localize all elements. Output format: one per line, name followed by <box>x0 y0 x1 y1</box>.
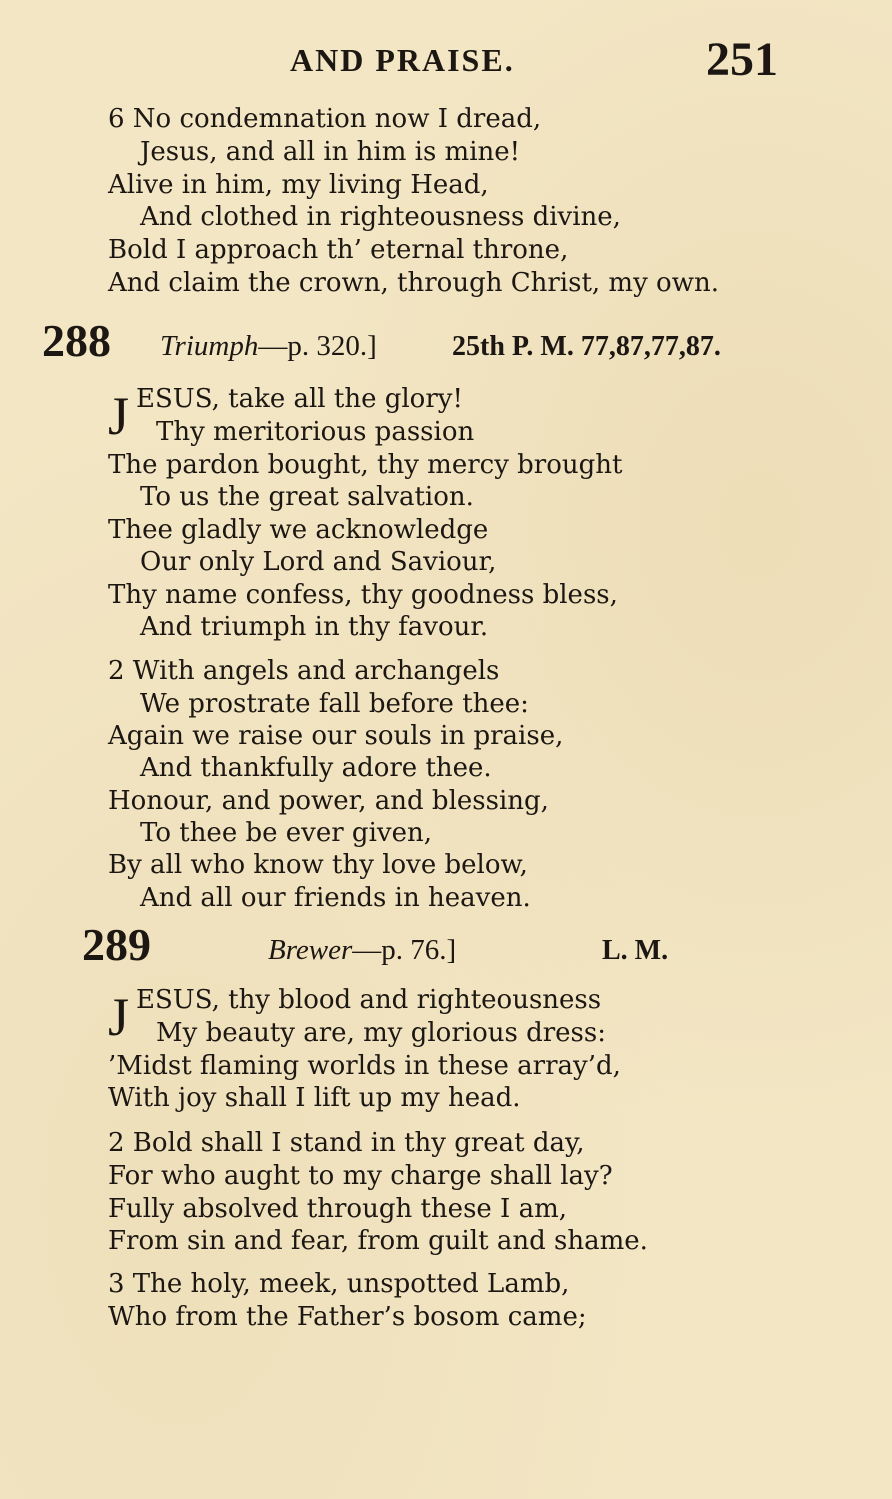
verse-line: And clothed in righteousness divine, <box>140 202 621 232</box>
verse-line: To us the great salvation. <box>140 482 474 512</box>
verse-line: ’Midst flaming worlds in these array’d, <box>108 1051 621 1081</box>
hymn-tune <box>268 934 456 967</box>
tune-name: Triumph <box>160 330 259 362</box>
verse-line: By all who know thy love below, <box>108 850 528 880</box>
verse-line: Again we raise our souls in praise, <box>108 721 564 751</box>
verse-line: Who from the Father’s bosom came; <box>108 1302 587 1332</box>
hymn-meter: 25th P. M. 77,87,77,87. <box>452 331 721 362</box>
verse-line: We prostrate fall before thee: <box>140 689 529 719</box>
verse-line: Alive in him, my living Head, <box>108 170 489 200</box>
verse-line: Thy name confess, thy goodness bless, <box>108 580 618 610</box>
verse-line: To thee be ever given, <box>140 818 432 848</box>
verse-line: 6 No condemnation now I dread, <box>108 104 542 134</box>
verse-line: Thee gladly we acknowledge <box>108 515 489 545</box>
verse-line: Honour, and power, and blessing, <box>108 786 549 816</box>
verse-line: With joy shall I lift up my head. <box>108 1083 521 1113</box>
verse-line: ESUS, take all the glory! <box>136 384 463 414</box>
verse-line: And all our friends in heaven. <box>140 883 531 913</box>
verse-line: And triumph in thy favour. <box>140 612 489 642</box>
verse-line: And claim the crown, through Christ, my own. <box>108 268 719 298</box>
verse-line: Our only Lord and Saviour, <box>140 547 497 577</box>
verse-line: The pardon bought, thy mercy brought <box>108 450 623 480</box>
verse-line: From sin and fear, from guilt and shame. <box>108 1226 648 1256</box>
tune-reference: —p. 320.] <box>258 330 377 362</box>
tune-reference: —p. 76.] <box>352 934 457 966</box>
running-head-title: AND PRAISE. <box>290 42 515 78</box>
drop-cap: J <box>108 386 130 446</box>
verse-line: Bold I approach th’ eternal throne, <box>108 235 569 265</box>
verse-line: 2 With angels and archangels <box>108 656 500 686</box>
page-number: 251 <box>706 33 778 86</box>
hymn-meter: L. M. <box>602 935 669 966</box>
verse-line: 3 The holy, meek, unspotted Lamb, <box>108 1269 570 1299</box>
verse-line: For who aught to my charge shall lay? <box>108 1161 613 1191</box>
verse-line: 2 Bold shall I stand in thy great day, <box>108 1128 585 1158</box>
tune-name: Brewer <box>268 934 353 966</box>
hymn-number: 288 <box>42 315 111 366</box>
verse-line: My beauty are, my glorious dress: <box>156 1018 606 1048</box>
verse-line: And thankfully adore thee. <box>140 753 492 783</box>
verse-line: Thy meritorious passion <box>156 417 475 447</box>
verse-line: Fully absolved through these I am, <box>108 1194 568 1224</box>
hymn-tune <box>160 330 377 363</box>
drop-cap: J <box>108 987 130 1047</box>
hymn-number: 289 <box>82 919 151 970</box>
verse-line: ESUS, thy blood and righteousness <box>136 985 602 1015</box>
verse-line: Jesus, and all in him is mine! <box>140 137 521 167</box>
